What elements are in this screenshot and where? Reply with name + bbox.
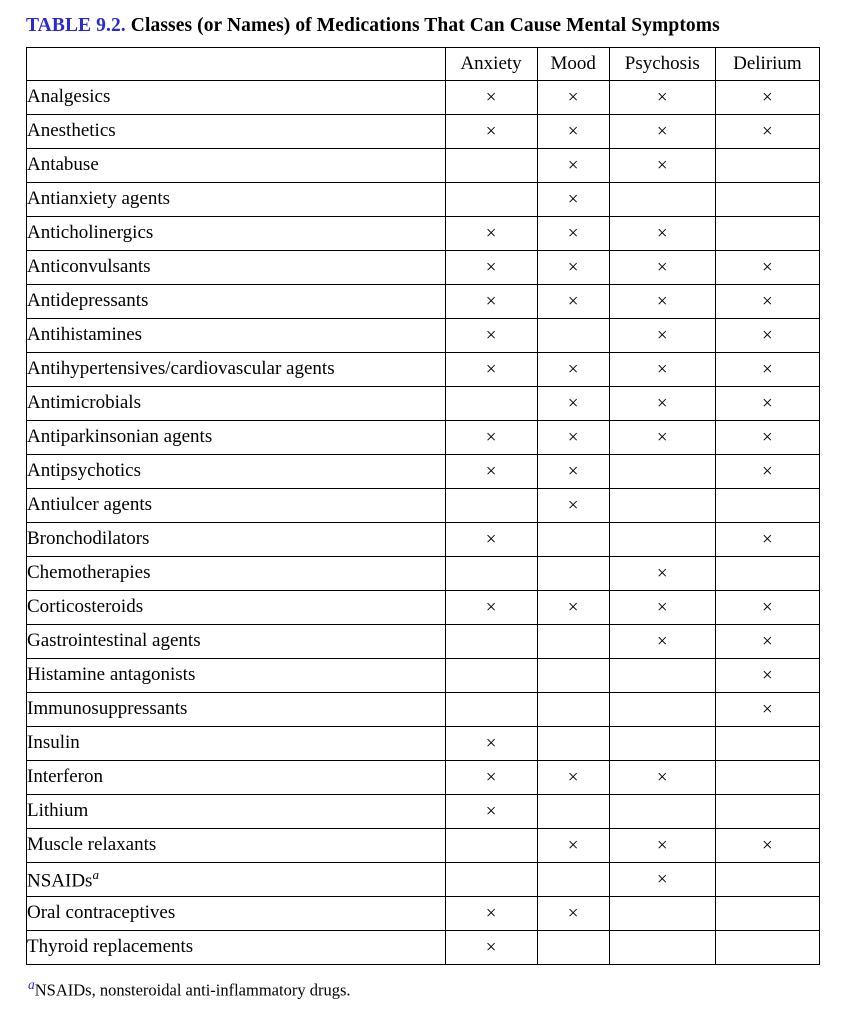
table-row: [27, 523, 820, 557]
row-label: Interferon: [27, 761, 446, 795]
cell-psychosis: ×: [609, 319, 715, 353]
row-label: NSAIDs$^a$: [27, 863, 446, 897]
cell-psychosis: ×: [609, 149, 715, 183]
row-label-superscript: a: [92, 866, 99, 882]
cell-anxiety: ×: [445, 931, 537, 965]
row-label: Anesthetics: [27, 115, 446, 149]
cell-delirium: ×: [715, 523, 819, 557]
cell-mood: ×: [537, 455, 609, 489]
cell-mood: [537, 693, 609, 727]
table-row: [27, 115, 820, 149]
table-header-row: [27, 48, 820, 81]
row-label: Muscle relaxants: [27, 829, 446, 863]
table-row: [27, 421, 820, 455]
cell-psychosis: ×: [609, 591, 715, 625]
cell-psychosis: ×: [609, 387, 715, 421]
row-label: Immunosuppressants: [27, 693, 446, 727]
table-row: [27, 557, 820, 591]
row-label: Anticonvulsants: [27, 251, 446, 285]
cell-delirium: ×: [715, 591, 819, 625]
row-label: Gastrointestinal agents: [27, 625, 446, 659]
cell-anxiety: [445, 387, 537, 421]
cell-anxiety: ×: [445, 319, 537, 353]
table-row: [27, 863, 820, 897]
cell-delirium: ×: [715, 659, 819, 693]
cell-mood: [537, 625, 609, 659]
cell-mood: [537, 319, 609, 353]
column-header-anxiety: Anxiety: [445, 48, 537, 81]
cell-mood: ×: [537, 421, 609, 455]
row-label: Insulin: [27, 727, 446, 761]
row-label: Antabuse: [27, 149, 446, 183]
table-row: [27, 693, 820, 727]
table-caption: [26, 14, 819, 37]
cell-delirium: [715, 795, 819, 829]
cell-psychosis: [609, 659, 715, 693]
cell-mood: ×: [537, 489, 609, 523]
cell-psychosis: ×: [609, 285, 715, 319]
cell-delirium: ×: [715, 693, 819, 727]
table-row: [27, 795, 820, 829]
cell-delirium: ×: [715, 421, 819, 455]
cell-anxiety: [445, 489, 537, 523]
cell-anxiety: ×: [445, 591, 537, 625]
table-caption-label: TABLE 9.2.: [26, 15, 126, 36]
cell-anxiety: ×: [445, 251, 537, 285]
cell-anxiety: ×: [445, 523, 537, 557]
table-row: [27, 591, 820, 625]
cell-mood: [537, 659, 609, 693]
cell-anxiety: [445, 149, 537, 183]
cell-anxiety: [445, 863, 537, 897]
row-label: Thyroid replacements: [27, 931, 446, 965]
cell-anxiety: ×: [445, 353, 537, 387]
column-header-name: [27, 48, 446, 81]
cell-mood: ×: [537, 761, 609, 795]
cell-mood: ×: [537, 829, 609, 863]
row-label: Histamine antagonists: [27, 659, 446, 693]
cell-psychosis: ×: [609, 421, 715, 455]
cell-psychosis: [609, 693, 715, 727]
cell-psychosis: ×: [609, 557, 715, 591]
row-label: Anticholinergics: [27, 217, 446, 251]
cell-delirium: ×: [715, 251, 819, 285]
cell-anxiety: ×: [445, 727, 537, 761]
table-row: [27, 183, 820, 217]
row-label: Corticosteroids: [27, 591, 446, 625]
table-body: [27, 81, 820, 965]
cell-delirium: [715, 897, 819, 931]
cell-anxiety: ×: [445, 115, 537, 149]
table-footnote: [28, 977, 819, 1001]
table-row: [27, 489, 820, 523]
row-label: Antiulcer agents: [27, 489, 446, 523]
cell-anxiety: ×: [445, 795, 537, 829]
table-row: [27, 353, 820, 387]
cell-anxiety: ×: [445, 285, 537, 319]
cell-mood: ×: [537, 387, 609, 421]
cell-mood: ×: [537, 897, 609, 931]
cell-delirium: ×: [715, 319, 819, 353]
cell-mood: ×: [537, 115, 609, 149]
row-label: Bronchodilators: [27, 523, 446, 557]
column-header-psychosis: Psychosis: [609, 48, 715, 81]
table-row: [27, 931, 820, 965]
cell-anxiety: [445, 183, 537, 217]
cell-psychosis: ×: [609, 251, 715, 285]
table-row: [27, 81, 820, 115]
cell-psychosis: [609, 455, 715, 489]
table-row: [27, 149, 820, 183]
medications-table: [26, 47, 820, 965]
table-row: [27, 251, 820, 285]
cell-mood: [537, 795, 609, 829]
cell-delirium: ×: [715, 115, 819, 149]
cell-psychosis: [609, 489, 715, 523]
table-caption-text: Classes (or Names) of Medications That Can Cause Mental Symptoms: [125, 15, 720, 36]
row-label: Antipsychotics: [27, 455, 446, 489]
table-row: [27, 285, 820, 319]
row-label: Antimicrobials: [27, 387, 446, 421]
cell-anxiety: ×: [445, 421, 537, 455]
cell-psychosis: [609, 897, 715, 931]
cell-mood: [537, 931, 609, 965]
column-header-mood: Mood: [537, 48, 609, 81]
table-row: [27, 727, 820, 761]
cell-psychosis: [609, 523, 715, 557]
cell-delirium: ×: [715, 353, 819, 387]
cell-delirium: [715, 931, 819, 965]
cell-delirium: [715, 489, 819, 523]
cell-psychosis: ×: [609, 829, 715, 863]
cell-anxiety: ×: [445, 897, 537, 931]
cell-psychosis: ×: [609, 761, 715, 795]
cell-anxiety: ×: [445, 81, 537, 115]
cell-delirium: [715, 761, 819, 795]
cell-psychosis: ×: [609, 353, 715, 387]
cell-anxiety: ×: [445, 761, 537, 795]
cell-mood: ×: [537, 353, 609, 387]
row-label: Antidepressants: [27, 285, 446, 319]
cell-psychosis: ×: [609, 81, 715, 115]
cell-anxiety: ×: [445, 455, 537, 489]
row-label: Analgesics: [27, 81, 446, 115]
table-row: [27, 319, 820, 353]
row-label: Antihypertensives/cardiovascular agents: [27, 353, 446, 387]
cell-delirium: [715, 183, 819, 217]
cell-mood: ×: [537, 81, 609, 115]
table-row: [27, 455, 820, 489]
row-label: Antihistamines: [27, 319, 446, 353]
row-label: Lithium: [27, 795, 446, 829]
cell-anxiety: [445, 557, 537, 591]
cell-mood: ×: [537, 217, 609, 251]
cell-delirium: [715, 557, 819, 591]
cell-mood: ×: [537, 149, 609, 183]
table-row: [27, 217, 820, 251]
table-row: [27, 829, 820, 863]
cell-psychosis: ×: [609, 217, 715, 251]
table-row: [27, 387, 820, 421]
footnote-marker: a: [28, 977, 35, 993]
cell-anxiety: [445, 693, 537, 727]
cell-delirium: ×: [715, 81, 819, 115]
footnote-text: NSAIDs, nonsteroidal anti-inflammatory drugs.: [34, 980, 351, 1000]
column-header-delirium: Delirium: [715, 48, 819, 81]
cell-psychosis: ×: [609, 115, 715, 149]
cell-delirium: ×: [715, 387, 819, 421]
cell-mood: ×: [537, 591, 609, 625]
row-label: Antiparkinsonian agents: [27, 421, 446, 455]
cell-mood: [537, 863, 609, 897]
cell-mood: ×: [537, 285, 609, 319]
cell-psychosis: [609, 183, 715, 217]
table-row: [27, 761, 820, 795]
cell-delirium: ×: [715, 625, 819, 659]
cell-anxiety: ×: [445, 217, 537, 251]
cell-psychosis: [609, 931, 715, 965]
cell-psychosis: ×: [609, 625, 715, 659]
cell-psychosis: [609, 795, 715, 829]
cell-delirium: [715, 727, 819, 761]
table-row: [27, 625, 820, 659]
cell-mood: [537, 523, 609, 557]
row-label: Oral contraceptives: [27, 897, 446, 931]
cell-mood: ×: [537, 183, 609, 217]
cell-anxiety: [445, 625, 537, 659]
cell-mood: ×: [537, 251, 609, 285]
cell-delirium: ×: [715, 829, 819, 863]
table-header: [27, 48, 820, 81]
cell-delirium: ×: [715, 285, 819, 319]
row-label: Antianxiety agents: [27, 183, 446, 217]
row-label: Chemotherapies: [27, 557, 446, 591]
cell-psychosis: [609, 727, 715, 761]
cell-psychosis: ×: [609, 863, 715, 897]
cell-delirium: [715, 149, 819, 183]
table-row: [27, 897, 820, 931]
cell-mood: [537, 727, 609, 761]
cell-delirium: [715, 863, 819, 897]
cell-anxiety: [445, 659, 537, 693]
cell-mood: [537, 557, 609, 591]
cell-anxiety: [445, 829, 537, 863]
table-row: [27, 659, 820, 693]
cell-delirium: [715, 217, 819, 251]
cell-delirium: ×: [715, 455, 819, 489]
